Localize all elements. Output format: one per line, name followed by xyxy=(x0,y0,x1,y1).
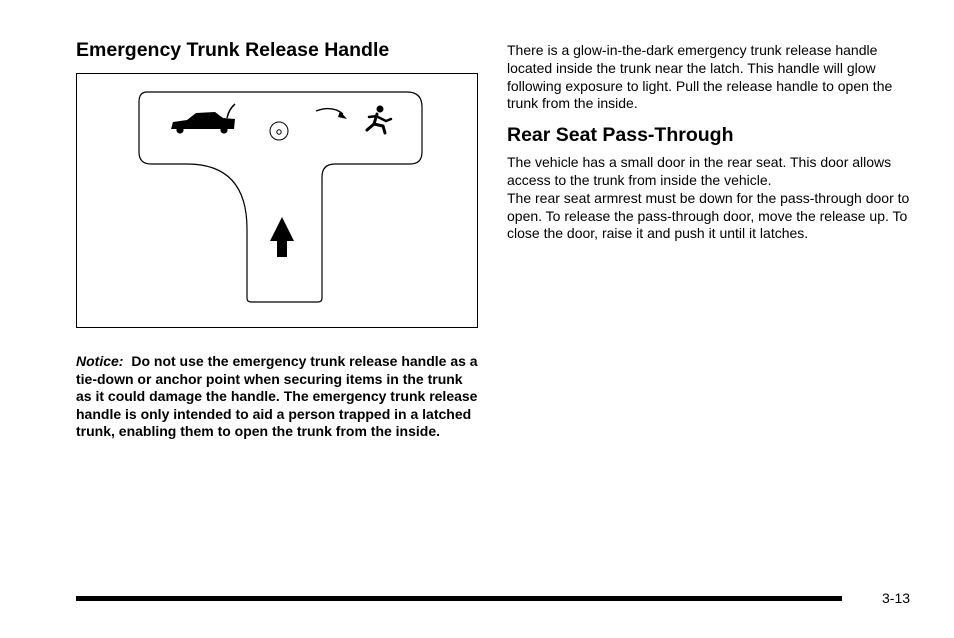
pass-through-paragraph-2: The rear seat armrest must be down for the pass-through door to open. To release the pass-through door, move the release up. To close the door, raise it and push it until it latches. xyxy=(507,189,910,242)
intro-paragraph: There is a glow-in-the-dark emergency trunk release handle located inside the trunk near the latch. This handle will glow following exposure to light. Pull the release handle to open the trunk from the inside. xyxy=(507,42,893,112)
curved-arrow-icon xyxy=(316,109,347,119)
notice-text: Do not use the emergency trunk release handle as a tie-down or anchor point when securing items in the trunk as it could damage the handle. The emergency trunk release handle is only intended to aid a person trapped in a latched trunk, enabling them to open the trunk from the inside. xyxy=(76,353,478,439)
handle-illustration xyxy=(77,74,479,329)
right-column xyxy=(507,42,917,243)
car-trunk-open-icon xyxy=(171,104,235,134)
notice-block xyxy=(76,353,480,441)
footer-rule xyxy=(76,596,842,601)
pass-through-paragraph-1: The vehicle has a small door in the rear seat. This door allows access to the trunk from inside the vehicle. xyxy=(507,154,892,188)
notice-label: Notice: xyxy=(76,353,124,369)
handle-ring-center xyxy=(277,130,281,134)
person-running-icon xyxy=(367,106,391,134)
up-arrow-icon xyxy=(270,217,294,257)
trunk-release-handle-figure xyxy=(76,73,478,328)
section-heading-pass-through: Rear Seat Pass-Through xyxy=(507,124,734,147)
left-column xyxy=(76,38,480,441)
page-number: 3-13 xyxy=(882,590,911,606)
handle-ring xyxy=(270,122,288,140)
section-heading-trunk-release: Emergency Trunk Release Handle xyxy=(76,39,390,61)
